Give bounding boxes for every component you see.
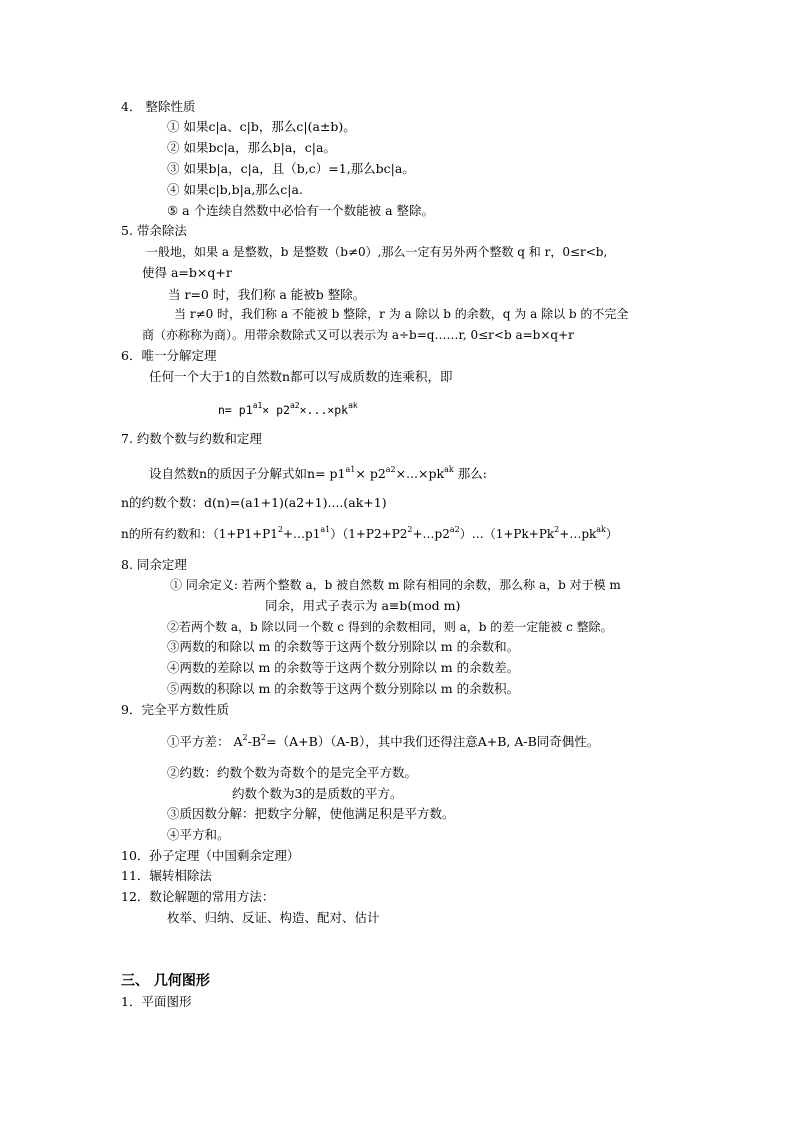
section-9-heading: 9．完全平方数性质 [121, 702, 229, 717]
s4-item-5: ⑤ a 个连续自然数中必恰有一个数能被 a 整除。 [167, 203, 435, 218]
section-4-heading: 4． 整除性质 [121, 99, 196, 114]
part-3-item-1: 1．平面图形 [121, 994, 192, 1009]
section-6-heading: 6．唯一分解定理 [121, 348, 217, 363]
s8-item-4: ④两数的差除以 m 的余数等于这两个数分别除以 m 的余数差。 [167, 660, 520, 675]
s5-para-3b: 商（亦称称为商）。用带余数除式又可以表示为 a÷b=q……r, 0≤r<b a=b×q+r [142, 328, 574, 342]
section-12-heading: 12．数论解题的常用方法： [121, 889, 275, 904]
s5-para-2: 当 r=0 时，我们称 a 能被b 整除。 [168, 287, 366, 302]
s8-item-3: ③两数的和除以 m 的余数等于这两个数分别除以 m 的余数和。 [167, 639, 520, 654]
s5-para-1b: 使得 a=b×q+r [142, 265, 232, 280]
section-7-heading: 7. 约数个数与约数和定理 [121, 431, 262, 446]
s4-item-1: ① 如果c|a、c|b，那么c|(a±b)。 [167, 119, 356, 134]
s4-item-2: ② 如果bc|a，那么b|a，c|a。 [167, 140, 336, 155]
s8-item-2: ②若两个数 a，b 除以同一个数 c 得到的余数相同，则 a，b 的差一定能被 c 整除。 [167, 620, 613, 634]
s6-formula: $n= p1^{a1}\times p2^{a2}\times...\times pk^{ak}$ [218, 401, 358, 417]
s8-item-1a: ① 同余定义: 若两个整数 a，b 被自然数 m 除有相同的余数，那么称 a，b 对于模 m [170, 578, 621, 592]
s12-text: 枚举、归纳、反证、构造、配对、估计 [167, 910, 380, 925]
s5-para-1a: 一般地，如果 a 是整数，b 是整数（b≠0）,那么一定有另外两个整数 q 和 r，0≤r<b, [146, 245, 608, 259]
part-3-heading: 三、 几何图形 [121, 973, 210, 989]
s9-item-1: ①平方差： $A^2-B^2=(A+B)(A-B)$，其中我们还得注意A+B, A-B同奇偶性。 [167, 733, 600, 749]
section-11-heading: 11．辗转相除法 [121, 868, 212, 883]
s7-text: 设自然数n的质因子分解式如$n= p1^{a1}\times p2^{a2}\times...\times pk^{ak}$ 那么: [149, 465, 487, 481]
s9-item-2b: 约数个数为3的是质数的平方。 [232, 786, 403, 801]
s4-item-4: ④ 如果c|b,b|a,那么c|a. [167, 182, 303, 197]
s4-item-3: ③ 如果b|a，c|a，且（b,c）=1,那么bc|a。 [167, 161, 415, 176]
section-10-heading: 10．孙子定理（中国剩余定理） [121, 848, 300, 863]
s6-text: 任何一个大于1的自然数n都可以写成质数的连乘积，即 [149, 369, 453, 384]
section-8-heading: 8. 同余定理 [121, 557, 187, 572]
section-5-heading: 5. 带余除法 [121, 223, 187, 238]
s5-para-3a: 当 r≠0 时，我们称 a 不能被 b 整除，r 为 a 除以 b 的余数，q 为 a 除以 b 的不完全 [174, 307, 629, 321]
s7-divisor-sum: n的所有约数和：$(1+P1+P1^2+\dots p1^{a1})(1+P2+P2^2+\dots p2^{a2})\dots(1+Pk+Pk^2+\dots pk^{ak})$ [121, 525, 618, 541]
s9-item-3: ③质因数分解：把数字分解，使他满足积是平方数。 [167, 806, 455, 821]
s8-item-5: ⑤两数的积除以 m 的余数等于这两个数分别除以 m 的余数积。 [167, 681, 520, 696]
s8-item-1b: 同余，用式子表示为 a≡b(mod m) [265, 598, 461, 613]
s9-item-2: ②约数：约数个数为奇数个的是完全平方数。 [167, 765, 418, 780]
s7-divisor-count: n的约数个数：d(n)=(a1+1)(a2+1)....(ak+1) [121, 495, 387, 510]
s9-item-4: ④平方和。 [167, 827, 230, 842]
